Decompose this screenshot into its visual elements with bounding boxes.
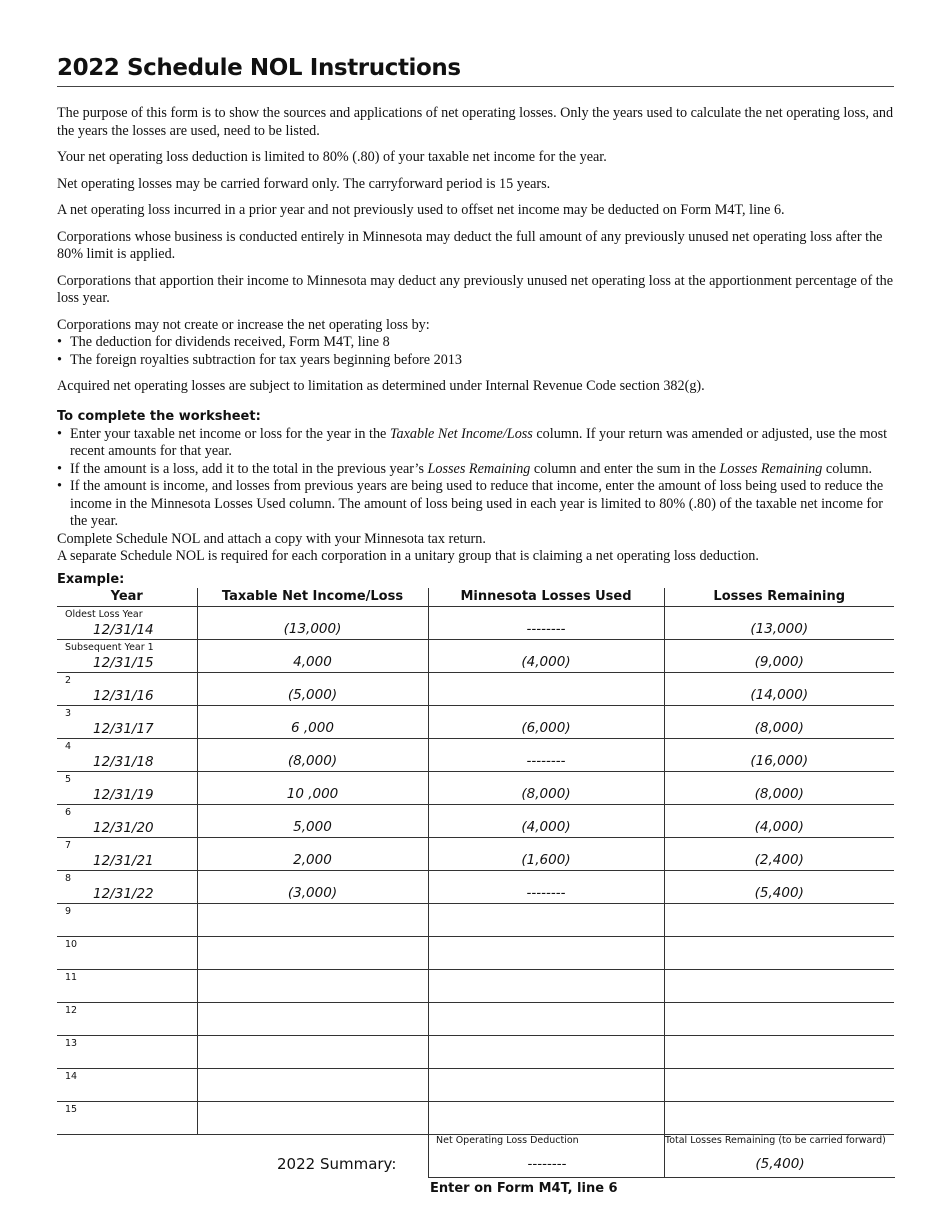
paragraph-unitary: A separate Schedule NOL is required for each corporation in a unitary group that is claiming a net operating loss deduction. [57,548,759,564]
year-cell[interactable] [57,606,197,639]
row-label: 2 [65,674,72,686]
paragraph-carryforward: Net operating losses may be carried forward only. The carryforward period is 15 years. [57,175,551,192]
row-label: 7 [65,839,72,851]
remaining-value: (4,000) [754,818,804,835]
enter-on-form-note: Enter on Form M4T, line 6 [430,1180,618,1196]
year-cell[interactable] [57,1035,197,1068]
taxable-income-cell[interactable] [197,936,428,969]
losses-remaining-cell[interactable] [664,1068,894,1101]
paragraph-entirely-mn: Corporations whose business is conducted entirely in Minnesota may deduct the full amount of any previously unused net operating loss after the 80% limit is applied. [57,228,883,262]
mn-losses-used-cell[interactable] [428,738,664,771]
year-cell[interactable] [57,705,197,738]
paragraph-purpose: The purpose of this form is to show the sources and applications of net operating losses. Only the years used to calculate the net operating loss, and the years the losses are used, need to be listed. [57,105,894,139]
table-row [57,1068,894,1101]
nol-deduction-box[interactable] [428,1135,665,1178]
taxable-income-cell[interactable] [197,672,428,705]
table-row [57,969,894,1002]
losses-remaining-cell[interactable] [664,1101,894,1134]
mn-losses-used-cell[interactable] [428,672,664,705]
taxable-income-cell[interactable] [197,804,428,837]
remaining-value: (9,000) [754,653,804,670]
worksheet-heading: To complete the worksheet: [57,408,261,424]
remaining-value: (2,400) [754,851,804,868]
remaining-value: (13,000) [750,620,809,637]
mn-losses-used-cell[interactable] [428,639,664,672]
losses-remaining-cell[interactable] [664,936,894,969]
mn-losses-used-cell[interactable] [428,1002,664,1035]
losses-remaining-cell[interactable] [664,804,894,837]
income-value: (8,000) [287,752,338,769]
mn-losses-used-cell[interactable] [428,837,664,870]
taxable-income-cell[interactable] [197,738,428,771]
year-value: 12/31/19 [93,786,154,803]
used-value: (8,000) [521,785,571,802]
header-losses-remaining: Losses Remaining [664,588,894,607]
nol-deduction-caption: Net Operating Loss Deduction [436,1134,579,1146]
paragraph-acquired: Acquired net operating losses are subject to limitation as determined under Internal Revenue Code section 382(g). [57,378,705,394]
row-label: Subsequent Year 1 [65,641,154,653]
table-row [57,1035,894,1068]
year-cell[interactable] [57,969,197,1002]
table-row [57,870,894,903]
table-row [57,705,894,738]
row-label: 8 [65,872,72,884]
row-label: 6 [65,806,72,818]
worksheet-steps-list [57,426,894,531]
taxable-income-cell[interactable] [197,969,428,1002]
table-row [57,1002,894,1035]
year-value: 12/31/22 [93,885,154,902]
year-value: 12/31/20 [93,819,154,836]
taxable-income-cell[interactable] [197,903,428,936]
summary-label: 2022 Summary: [277,1154,397,1173]
mn-losses-used-cell[interactable] [428,1068,664,1101]
create-restrictions-list [57,334,894,369]
losses-remaining-cell[interactable] [664,1035,894,1068]
page-title: 2022 Schedule NOL Instructions [57,50,894,87]
year-value: 12/31/21 [93,852,154,869]
list-item: • The foreign royalties subtraction for tax years beginning before 2013 [57,352,894,370]
taxable-income-cell[interactable] [197,1035,428,1068]
used-value: (4,000) [521,818,571,835]
losses-remaining-cell[interactable] [664,903,894,936]
nol-deduction-value: -------- [527,1155,567,1172]
row-label: 9 [65,905,72,917]
total-losses-remaining-box[interactable] [664,1135,895,1178]
table-row [57,903,894,936]
row-label: Oldest Loss Year [65,608,143,620]
taxable-income-cell[interactable] [197,1068,428,1101]
losses-remaining-cell[interactable] [664,705,894,738]
year-cell[interactable] [57,672,197,705]
used-value: -------- [526,884,566,901]
remaining-value: (14,000) [750,686,809,703]
year-cell[interactable] [57,1002,197,1035]
total-losses-caption: Total Losses Remaining (to be carried forward) [665,1134,886,1146]
year-cell[interactable] [57,804,197,837]
mn-losses-used-cell[interactable] [428,936,664,969]
table-row [57,837,894,870]
losses-remaining-cell[interactable] [664,771,894,804]
year-value: 12/31/14 [93,621,154,638]
losses-remaining-cell[interactable] [664,837,894,870]
income-value: 2,000 [293,851,332,868]
year-value: 12/31/18 [93,753,154,770]
total-losses-value: (5,400) [755,1155,805,1172]
list-item: • If the amount is a loss, add it to the total in the previous year’s Losses Remaining column and enter the sum in the Losses Remaining column. [57,461,894,479]
mn-losses-used-cell[interactable] [428,903,664,936]
year-cell[interactable] [57,903,197,936]
income-value: (5,000) [287,686,338,703]
year-cell[interactable] [57,738,197,771]
remaining-value: (8,000) [754,719,804,736]
header-year: Year [57,588,197,607]
row-label: 11 [65,971,78,983]
mn-losses-used-cell[interactable] [428,705,664,738]
taxable-income-cell[interactable] [197,870,428,903]
remaining-value: (16,000) [750,752,809,769]
taxable-income-cell[interactable] [197,837,428,870]
paragraph-attach: Complete Schedule NOL and attach a copy with your Minnesota tax return. [57,530,486,547]
table-row [57,738,894,771]
remaining-value: (8,000) [754,785,804,802]
paragraph-apportion: Corporations that apportion their income to Minnesota may deduct any previously unused net operating loss at the apportionment percentage of the loss year. [57,272,894,306]
mn-losses-used-cell[interactable] [428,606,664,639]
year-value: 12/31/16 [93,687,154,704]
table-row [57,639,894,672]
taxable-income-cell[interactable] [197,1002,428,1035]
year-cell[interactable] [57,771,197,804]
table-row [57,771,894,804]
row-label: 12 [65,1004,78,1016]
remaining-value: (5,400) [754,884,804,901]
taxable-income-cell[interactable] [197,1101,428,1134]
mn-losses-used-cell[interactable] [428,1101,664,1134]
row-label: 14 [65,1070,78,1082]
example-heading: Example: [57,571,125,587]
paragraph-may-not-create: Corporations may not create or increase the net operating loss by: [57,316,430,333]
row-label: 5 [65,773,72,785]
losses-remaining-cell[interactable] [664,672,894,705]
row-label: 4 [65,740,72,752]
instructions-page [57,50,894,1196]
mn-losses-used-cell[interactable] [428,870,664,903]
row-label: 10 [65,938,78,950]
used-value: -------- [526,620,566,637]
year-cell[interactable] [57,639,197,672]
losses-remaining-cell[interactable] [664,606,894,639]
table-row [57,1101,894,1134]
income-value: 4,000 [293,653,332,670]
income-value: (3,000) [287,884,338,901]
year-cell[interactable] [57,1068,197,1101]
used-value: (6,000) [521,719,571,736]
nol-worksheet-table [57,588,894,1135]
paragraph-limit: Your net operating loss deduction is limited to 80% (.80) of your taxable net income for the year. [57,149,607,165]
used-value: (4,000) [521,653,571,670]
losses-remaining-cell[interactable] [664,969,894,1002]
income-value: 5,000 [293,818,332,835]
list-item: • Enter your taxable net income or loss for the year in the Taxable Net Income/Loss column. If your return was amended or adjusted, use the most recent amounts for that year. [57,426,894,461]
year-cell[interactable] [57,837,197,870]
list-item: • The deduction for dividends received, Form M4T, line 8 [57,334,894,352]
mn-losses-used-cell[interactable] [428,771,664,804]
used-value: -------- [526,752,566,769]
losses-remaining-cell[interactable] [664,870,894,903]
table-body [57,606,894,1134]
list-item: • If the amount is income, and losses from previous years are being used to reduce that income, enter the amount of loss being used to reduce the income in the Minnesota Losses Used column. The amount of loss being used in each year is limited to 80% (.80) of the taxable net income for the year. [57,478,894,531]
used-value: (1,600) [521,851,571,868]
taxable-income-cell[interactable] [197,606,428,639]
losses-remaining-cell[interactable] [664,639,894,672]
income-value: 6 ,000 [291,719,334,736]
summary-section [57,1134,894,1196]
mn-losses-used-cell[interactable] [428,804,664,837]
table-row [57,606,894,639]
year-cell[interactable] [57,870,197,903]
losses-remaining-cell[interactable] [664,738,894,771]
losses-remaining-cell[interactable] [664,1002,894,1035]
table-row [57,936,894,969]
row-label: 3 [65,707,72,719]
taxable-income-cell[interactable] [197,705,428,738]
year-value: 12/31/17 [93,720,154,737]
year-cell[interactable] [57,1101,197,1134]
paragraph-prior-year: A net operating loss incurred in a prior year and not previously used to offset net income may be deducted on Form M4T, line 6. [57,202,785,218]
year-cell[interactable] [57,936,197,969]
mn-losses-used-cell[interactable] [428,969,664,1002]
table-row [57,804,894,837]
mn-losses-used-cell[interactable] [428,1035,664,1068]
taxable-income-cell[interactable] [197,771,428,804]
table-row [57,672,894,705]
income-value: (13,000) [283,620,342,637]
income-value: 10 ,000 [286,785,339,802]
table-header-row [57,588,894,607]
header-mn-losses-used: Minnesota Losses Used [428,588,664,607]
row-label: 15 [65,1103,78,1115]
taxable-income-cell[interactable] [197,639,428,672]
header-taxable-net-income: Taxable Net Income/Loss [197,588,428,607]
row-label: 13 [65,1037,78,1049]
year-value: 12/31/15 [93,654,154,671]
